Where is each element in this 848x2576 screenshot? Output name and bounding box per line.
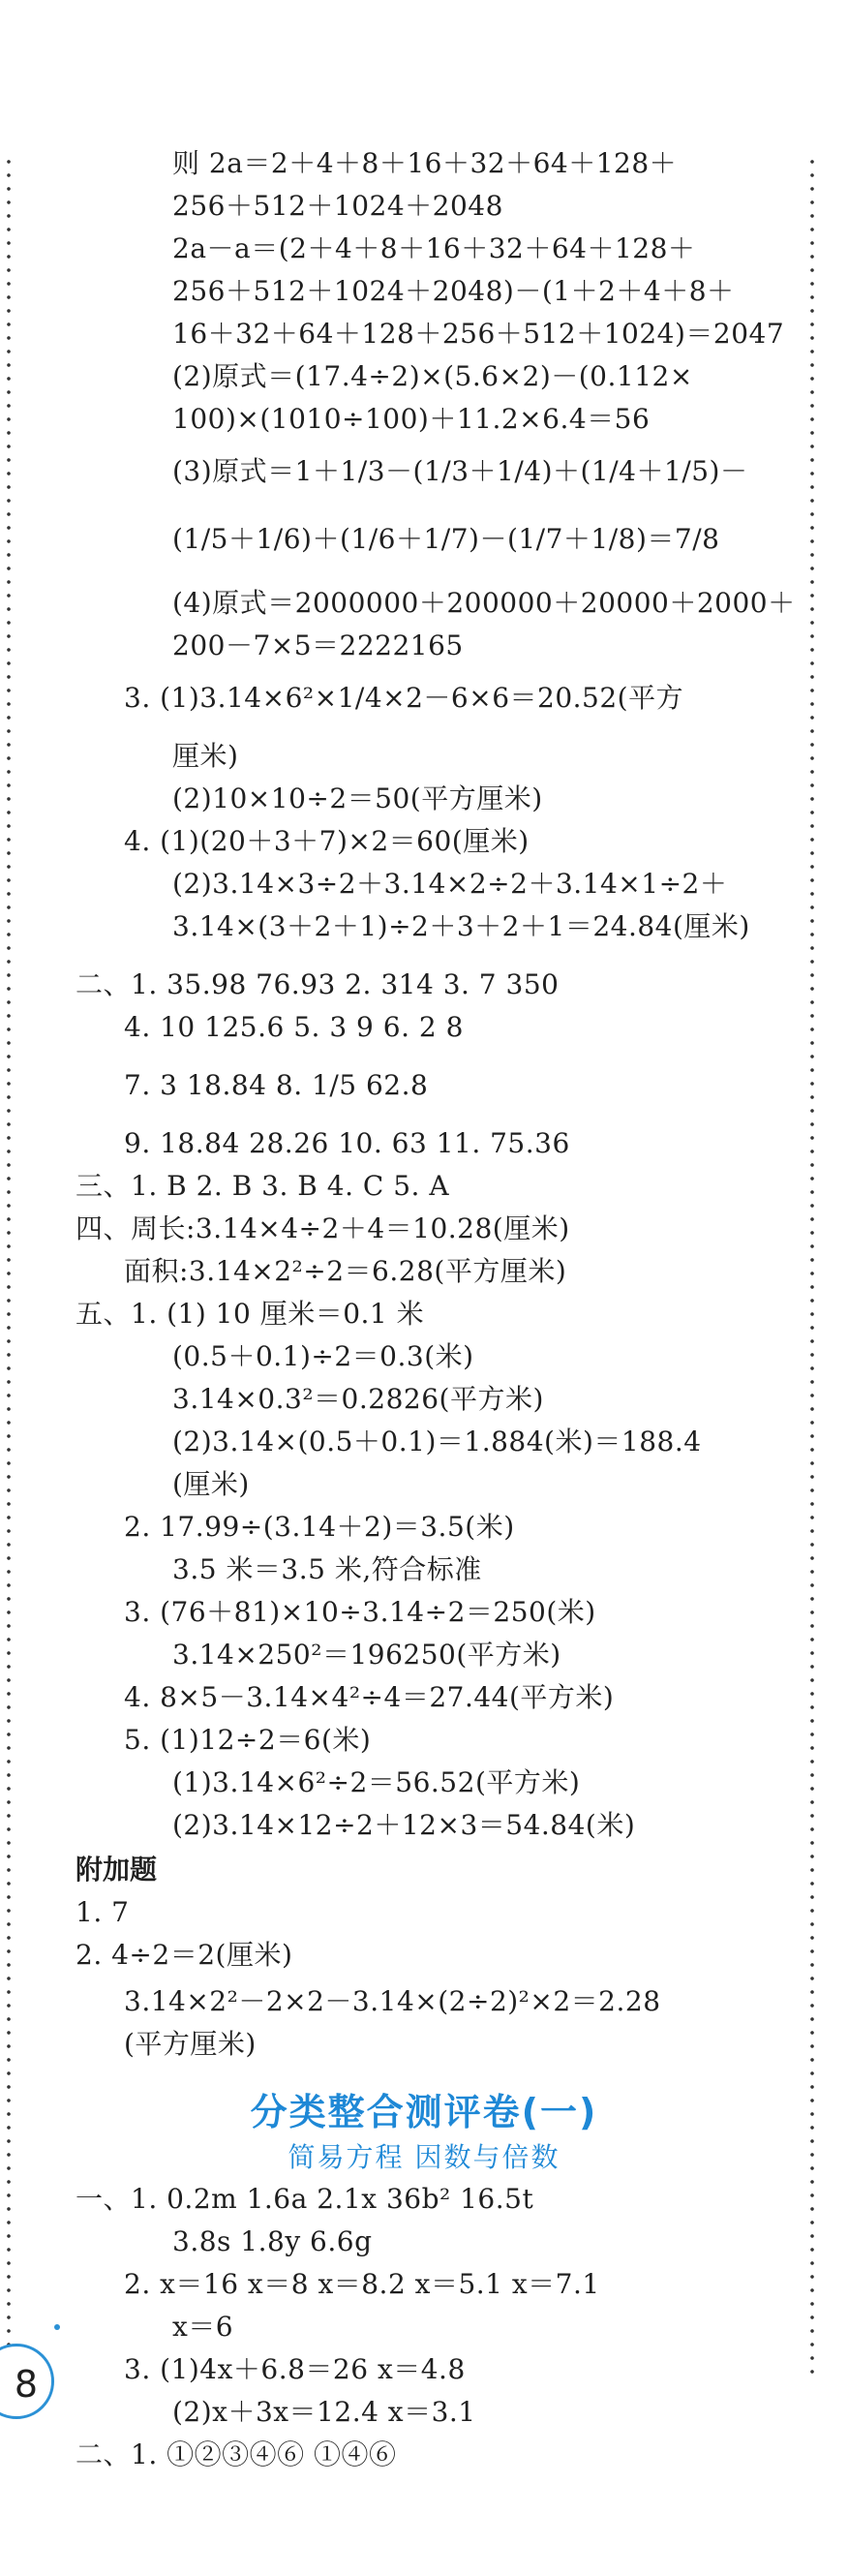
answer-line: 16＋32＋64＋128＋256＋512＋1024)＝2047 — [172, 318, 785, 350]
answer-line: 100)×(1010÷100)＋11.2×6.4＝56 — [172, 403, 651, 435]
answer-line: 二、1. ①②③④⑥ ①④⑥ — [76, 2438, 397, 2470]
answer-line: 一、1. 0.2m 1.6a 2.1x 36b² 16.5t — [76, 2183, 534, 2215]
answer-line: (2)3.14×(0.5＋0.1)＝1.884(米)＝188.4 — [172, 1426, 702, 1457]
answer-line: 9. 18.84 28.26 10. 63 11. 75.36 — [124, 1127, 570, 1159]
answer-line: 二、1. 35.98 76.93 2. 314 3. 7 350 — [76, 968, 560, 1000]
answer-line: 3. (1)4x＋6.8＝26 x＝4.8 — [124, 2353, 466, 2385]
answer-line: 4. 10 125.6 5. 3 9 6. 2 8 — [124, 1011, 464, 1043]
answer-line: 四、周长:3.14×4÷2＋4＝10.28(厘米) — [76, 1212, 570, 1244]
answer-line: 3.14×250²＝196250(平方米) — [172, 1639, 561, 1671]
answer-line: 五、1. (1) 10 厘米＝0.1 米 — [76, 1298, 425, 1330]
answer-line: 3. (1)3.14×6²×1/4×2－6×6＝20.52(平方 — [124, 682, 684, 714]
answer-line: (1)3.14×6²÷2＝56.52(平方米) — [172, 1766, 581, 1798]
answer-line: 则 2a＝2＋4＋8＋16＋32＋64＋128＋ — [172, 147, 678, 179]
answer-line: 200－7×5＝2222165 — [172, 629, 464, 661]
answer-line: (3)原式＝1＋1/3－(1/3＋1/4)＋(1/4＋1/5)－ — [172, 455, 748, 487]
answer-line: 3. (76＋81)×10÷3.14÷2＝250(米) — [124, 1596, 596, 1628]
section-title: 分类整合测评卷(一) — [250, 2091, 598, 2133]
answer-line: 3.14×0.3²＝0.2826(平方米) — [172, 1383, 544, 1415]
answer-line: (2)原式＝(17.4÷2)×(5.6×2)－(0.112× — [172, 360, 693, 392]
answer-line: 2. 17.99÷(3.14＋2)＝3.5(米) — [124, 1511, 515, 1543]
answer-line: 5. (1)12÷2＝6(米) — [124, 1724, 372, 1756]
answer-line: (2)3.14×12÷2＋12×3＝54.84(米) — [172, 1809, 636, 1841]
answer-line: 三、1. B 2. B 3. B 4. C 5. A — [76, 1170, 450, 1202]
answer-line: 256＋512＋1024＋2048)－(1＋2＋4＋8＋ — [172, 275, 735, 307]
right-binding-dots — [809, 155, 815, 2382]
answer-line: 面积:3.14×2²÷2＝6.28(平方厘米) — [124, 1255, 567, 1287]
answer-line: 2. x＝16 x＝8 x＝8.2 x＝5.1 x＝7.1 — [124, 2268, 600, 2300]
blue-dot-icon — [54, 2324, 60, 2330]
answer-line: (4)原式＝2000000＋200000＋20000＋2000＋ — [172, 587, 796, 619]
answer-line: 4. (1)(20＋3＋7)×2＝60(厘米) — [124, 825, 530, 857]
answer-line: 2a－a＝(2＋4＋8＋16＋32＋64＋128＋ — [172, 232, 696, 264]
answer-line: 3.5 米＝3.5 米,符合标准 — [172, 1553, 482, 1585]
answer-line: 3.14×2²－2×2－3.14×(2÷2)²×2＝2.28 — [124, 1985, 661, 2017]
page-number-badge: 8 — [0, 2344, 54, 2419]
answer-line: 256＋512＋1024＋2048 — [172, 190, 503, 222]
answer-line: 4. 8×5－3.14×4²÷4＝27.44(平方米) — [124, 1681, 615, 1713]
answer-line: (厘米) — [172, 1468, 250, 1500]
answer-line: (0.5＋0.1)÷2＝0.3(米) — [172, 1340, 474, 1372]
answer-line: 7. 3 18.84 8. 1/5 62.8 — [124, 1069, 429, 1101]
answer-line: x＝6 — [172, 2311, 234, 2343]
answer-line: (平方厘米) — [124, 2028, 257, 2060]
answer-line: 3.8s 1.8y 6.6g — [172, 2225, 373, 2257]
answer-line: 3.14×(3＋2＋1)÷2＋3＋2＋1＝24.84(厘米) — [172, 910, 750, 942]
answer-line: 2. 4÷2＝2(厘米) — [76, 1939, 293, 1971]
left-binding-dots — [6, 155, 12, 2382]
answer-line: (2)3.14×3÷2＋3.14×2÷2＋3.14×1÷2＋ — [172, 868, 728, 900]
answer-line: 厘米) — [172, 740, 239, 772]
extra-problems-label: 附加题 — [76, 1854, 158, 1886]
answer-line: (2)x＋3x＝12.4 x＝3.1 — [172, 2396, 476, 2428]
section-subtitle: 简易方程 因数与倍数 — [288, 2141, 560, 2173]
answer-line: 1. 7 — [76, 1896, 130, 1928]
answer-line: (1/5＋1/6)＋(1/6＋1/7)－(1/7＋1/8)＝7/8 — [172, 523, 720, 555]
answer-line: (2)10×10÷2＝50(平方厘米) — [172, 782, 543, 814]
